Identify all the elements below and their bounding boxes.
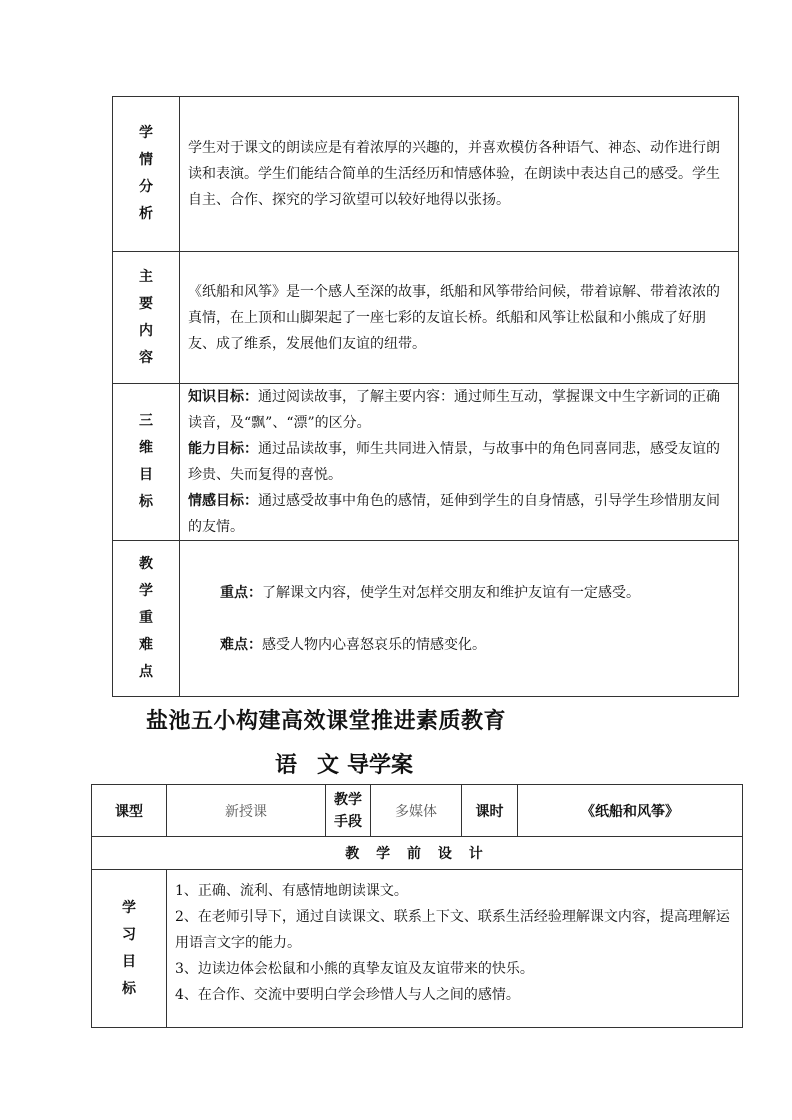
row-content <box>180 384 739 541</box>
label-char: 标 <box>139 494 153 510</box>
row-content <box>180 97 739 252</box>
goal-item: 4、在合作、交流中要明白学会珍惜人与人之间的感情。 <box>175 987 520 1003</box>
teaching-method-value: 多媒体 <box>371 785 462 837</box>
label-char: 标 <box>122 980 136 997</box>
method-label-line: 手段 <box>334 813 362 830</box>
goal-item: 2、在老师引导下，通过自读课文、联系上下文、联系生活经验理解课文内容，提高理解运用语言文字的能力。 <box>175 909 730 951</box>
label-char: 学 <box>139 125 153 141</box>
lesson-plan-table <box>112 96 739 697</box>
method-label-line: 教学 <box>334 791 362 808</box>
label-char: 习 <box>122 926 136 943</box>
label-char: 容 <box>139 349 153 366</box>
difficulty-label: 难点： <box>220 636 262 653</box>
plan-row-objectives <box>113 384 739 541</box>
ability-objective <box>188 436 732 488</box>
teaching-method-label <box>326 785 371 837</box>
label-char: 析 <box>139 206 153 222</box>
goal-item: 1、正确、流利、有感情地朗读课文。 <box>175 883 408 899</box>
knowledge-objective-text: 通过阅读故事，了解主要内容：通过师生互动，掌握课文中生字新词的正确读音，及“飘”、“漂”的区分。 <box>188 389 720 431</box>
row-content <box>180 541 739 697</box>
lesson-label: 课时 <box>462 785 518 837</box>
student-analysis-text: 学生对于课文的朗读应是有着浓厚的兴趣的，并喜欢模仿各种语气、神态、动作进行朗读和表演。学生们能结合简单的生活经历和情感体验，在朗读中表达自己的感受。学生自主、合作、探究的学习欲望可以较好地得以张扬。 <box>188 140 720 208</box>
difficulty-point <box>220 632 738 658</box>
label-char: 分 <box>139 179 153 195</box>
label-char: 难 <box>139 637 153 653</box>
knowledge-objective-label: 知识目标： <box>188 389 258 405</box>
lesson-info-table <box>91 784 743 1028</box>
key-point-text: 了解课文内容，使学生对怎样交朋友和维护友谊有一定感受。 <box>262 584 640 601</box>
label-char: 学 <box>139 583 153 599</box>
label-char: 目 <box>122 953 136 970</box>
label-char: 维 <box>139 440 153 456</box>
lesson-type-value: 新授课 <box>167 785 326 837</box>
subject-title-part: 语 <box>275 752 298 778</box>
label-char: 重 <box>139 610 153 626</box>
learning-goals-label <box>92 870 167 1028</box>
lesson-type-label: 课型 <box>92 785 167 837</box>
label-char: 要 <box>139 295 153 312</box>
difficulty-text: 感受人物内心喜怒哀乐的情感变化。 <box>262 636 486 653</box>
emotion-objective-text: 通过感受故事中角色的感情，延伸到学生的自身情感，引导学生珍惜朋友间的友情。 <box>188 493 720 535</box>
school-title: 盐池五小构建高效课堂推进素质教育 <box>146 708 507 734</box>
emotion-objective <box>188 488 732 540</box>
plan-row-key-points <box>113 541 739 697</box>
label-char: 点 <box>139 664 153 680</box>
ability-objective-label: 能力目标： <box>188 441 258 457</box>
design-heading-row <box>92 837 743 870</box>
goal-item: 3、边读边体会松鼠和小熊的真挚友谊及友谊带来的快乐。 <box>175 961 534 977</box>
plan-row-main-content <box>113 252 739 384</box>
info-row <box>92 785 743 837</box>
subject-title-part: 文 <box>317 752 340 778</box>
plan-row-student-analysis <box>113 97 739 252</box>
row-label <box>113 252 180 384</box>
main-content-text: 《纸船和风筝》是一个感人至深的故事，纸船和风筝带给问候，带着谅解、带着浓浓的真情，在上顶和山脚架起了一座七彩的友谊长桥。纸船和风筝让松鼠和小熊成了好朋友、成了维系，发展他们友谊的纽带。 <box>188 283 720 352</box>
label-char: 目 <box>139 467 153 483</box>
emotion-objective-label: 情感目标： <box>188 493 258 509</box>
label-char: 三 <box>139 413 153 429</box>
label-char: 教 <box>139 556 153 572</box>
learning-goals-row <box>92 870 743 1028</box>
row-content <box>180 252 739 384</box>
knowledge-objective <box>188 384 732 436</box>
label-char: 学 <box>122 899 136 916</box>
label-char: 主 <box>139 268 153 285</box>
label-char: 情 <box>139 152 153 168</box>
row-label <box>113 384 180 541</box>
key-point <box>220 580 738 606</box>
row-label <box>113 97 180 252</box>
label-char: 内 <box>139 322 153 339</box>
key-point-label: 重点： <box>220 584 262 601</box>
subject-title-part: 导学案 <box>347 752 414 778</box>
subject-title <box>275 748 413 779</box>
ability-objective-text: 通过品读故事，师生共同进入情景，与故事中的角色同喜同悲，感受友谊的珍贵、失而复得的喜悦。 <box>188 441 720 483</box>
design-heading: 教 学 前 设 计 <box>92 837 743 870</box>
lesson-value: 《纸船和风筝》 <box>518 785 743 837</box>
row-label <box>113 541 180 697</box>
learning-goals-list <box>167 870 743 1028</box>
